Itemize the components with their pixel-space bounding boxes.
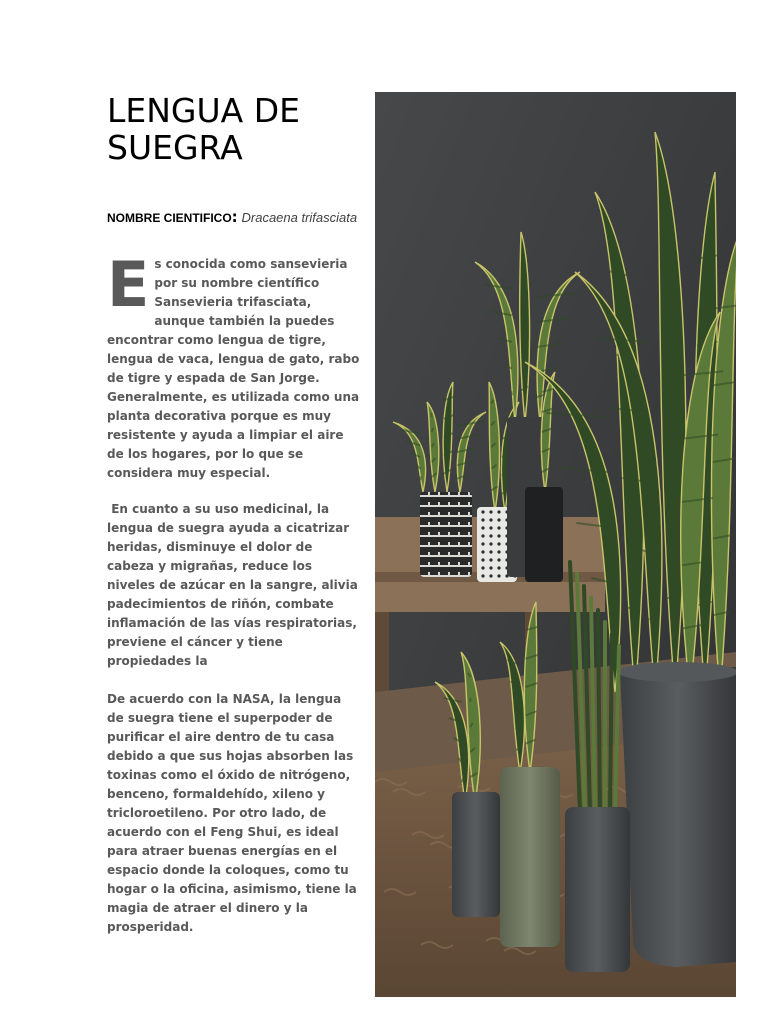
photo-pot-patterned (420, 492, 472, 577)
snake-plant-illustration (375, 92, 736, 997)
photo-pot-black (525, 487, 563, 582)
photo-leaf-band (666, 221, 667, 225)
photo-cylindrical-leaf (598, 610, 600, 812)
scientific-name-colon: : (231, 208, 238, 226)
photo-pot-cylindrical (565, 807, 630, 972)
paragraph-medicinal-text: En cuanto a su uso medicinal, la lengua de suegra ayuda a cicatrizar heridas, disminuye el dolor de cabeza y migrañas, reduce los niveles de azúcar en la sangre, alivia padecimientos de riñón, combate inflamación de las vías respiratorias, previene el cáncer y tiene propiedades la (107, 502, 358, 668)
drop-cap: E (107, 248, 150, 321)
photo-pot-small-gray (452, 792, 500, 917)
paragraph-nasa (107, 690, 361, 937)
paragraph-medicinal (107, 500, 361, 671)
paragraph-intro (107, 248, 361, 483)
photo-leaf-band (648, 618, 649, 622)
photo-pot-large-rim (618, 662, 736, 682)
paragraph-intro-text: s conocida como sansevieria por su nombre científico Sansevieria trifasciata, aunque también la puedes encontrar como lengua de tigre, lengua de vaca, lengua de gato, rabo de tigre y espada de San Jorge. Generalmente, es utilizada como una planta decorativa porque es muy resistente y ayuda a limpiar el aire de los hogares, por lo que se considera muy especial. (107, 257, 360, 480)
photo-leaf-band (432, 428, 433, 432)
scientific-name-label: NOMBRE CIENTIFICO (107, 211, 232, 225)
photo-leaf-band (516, 725, 517, 729)
photo-pot-sage (500, 767, 560, 947)
snake-plant-photo (375, 92, 736, 997)
scientific-name-line (107, 208, 377, 227)
paragraph-nasa-text: De acuerdo con la NASA, la lengua de suegra tiene el superpoder de purificar el aire dentro de tu casa debido a que sus hojas absorben las toxinas como el óxido de nitrógeno, benceno, formaldehído, xileno y tricloroetileno. Por otro lado, de acuerdo con el Feng Shui, es ideal para atraer buenas energías en el espacio donde la coloques, como tu hogar o la oficina, asimismo, tiene la magia de atraer el dinero y la prosperidad. (107, 692, 357, 934)
photo-pot-large (620, 667, 736, 967)
page-title: LENGUA DE SUEGRA (107, 91, 300, 167)
scientific-name-value: Dracaena trifasciata (241, 210, 358, 225)
photo-cylindrical-leaf (610, 634, 612, 812)
